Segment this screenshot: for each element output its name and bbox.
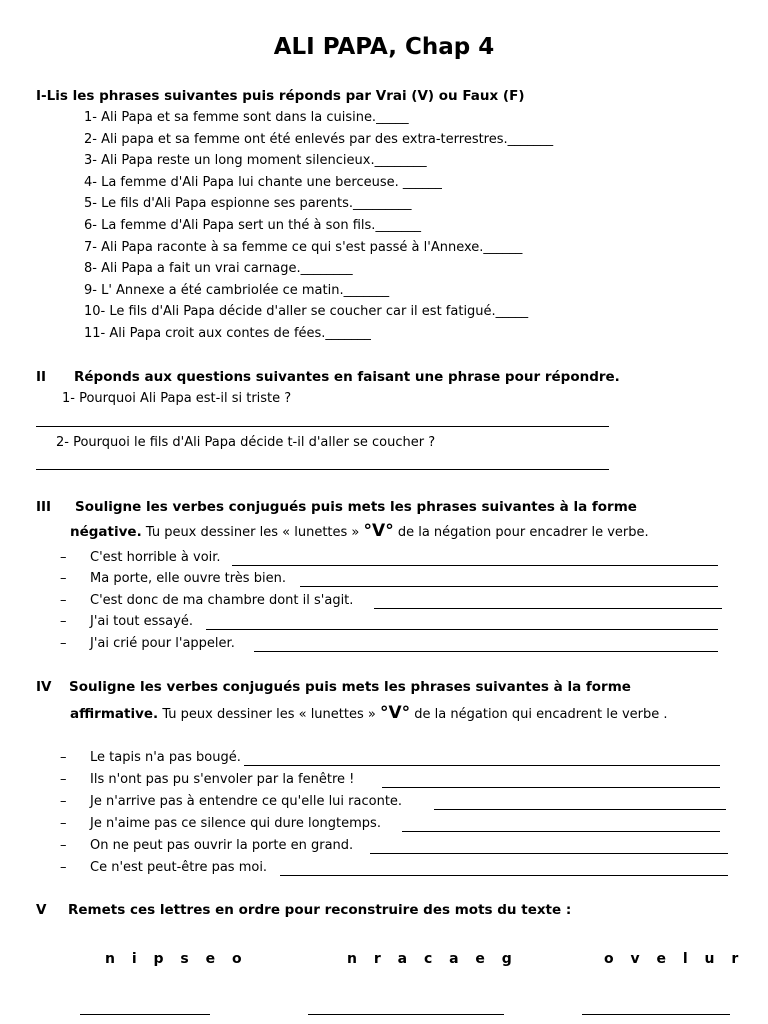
section-4-heading-line-1: Souligne les verbes conjugués puis mets les phrases suivantes à la forme bbox=[69, 679, 631, 695]
s4-instruction-b: de la négation qui encadrent le verbe . bbox=[414, 707, 668, 722]
s3-answer-line-3[interactable] bbox=[374, 608, 722, 609]
bullet: – bbox=[60, 838, 67, 853]
bullet: – bbox=[60, 794, 67, 809]
s3-item-2: – Ma porte, elle ouvre très bien. bbox=[60, 571, 286, 586]
s1-item-8: 8- Ali Papa a fait un vrai carnage.________ bbox=[84, 261, 353, 276]
s1-item-9: 9- L' Annexe a été cambriolée ce matin._______ bbox=[84, 283, 390, 298]
s3-glasses-symbol: °V° bbox=[363, 521, 394, 541]
word-answer-line-1[interactable] bbox=[80, 1014, 210, 1015]
s3-item-5: – J'ai crié pour l'appeler. bbox=[60, 636, 235, 651]
s2-answer-line-2[interactable] bbox=[36, 469, 609, 470]
scrambled-word-2: n r a c a e g bbox=[347, 951, 518, 967]
s4-answer-line-5[interactable] bbox=[370, 853, 728, 854]
s4-item-6: – Ce n'est peut-être pas moi. bbox=[60, 860, 268, 875]
bullet: – bbox=[60, 550, 67, 565]
s4-item-3: – Je n'arrive pas à entendre ce qu'elle lui raconte. bbox=[60, 794, 403, 809]
bullet: – bbox=[60, 593, 67, 608]
s1-item-2: 2- Ali papa et sa femme ont été enlevés par des extra-terrestres._______ bbox=[84, 132, 554, 147]
section-1-heading: I-Lis les phrases suivantes puis réponds par Vrai (V) ou Faux (F) bbox=[36, 88, 525, 104]
section-3-number: III bbox=[36, 499, 52, 515]
section-2-heading: Réponds aux questions suivantes en faisant une phrase pour répondre. bbox=[74, 369, 620, 385]
section-5-heading: Remets ces lettres en ordre pour reconstruire des mots du texte : bbox=[68, 902, 572, 918]
page-title: ALI PAPA, Chap 4 bbox=[273, 34, 495, 60]
word-answer-line-2[interactable] bbox=[308, 1014, 504, 1015]
s4-item-1: – Le tapis n'a pas bougé. bbox=[60, 750, 241, 765]
s4-item-4: – Je n'aime pas ce silence qui dure longtemps. bbox=[60, 816, 381, 831]
s1-item-3: 3- Ali Papa reste un long moment silencieux.________ bbox=[84, 153, 427, 168]
bullet: – bbox=[60, 636, 67, 651]
s2-answer-line-1[interactable] bbox=[36, 426, 609, 427]
section-3-heading-line-1: Souligne les verbes conjugués puis mets les phrases suivantes à la forme bbox=[75, 499, 637, 515]
s4-instruction-a: Tu peux dessiner les « lunettes » bbox=[162, 707, 376, 722]
bullet: – bbox=[60, 860, 67, 875]
s3-item-4: – J'ai tout essayé. bbox=[60, 614, 193, 629]
s4-answer-line-6[interactable] bbox=[280, 875, 728, 876]
s2-question-1: 1- Pourquoi Ali Papa est-il si triste ? bbox=[62, 391, 292, 406]
s1-item-10: 10- Le fils d'Ali Papa décide d'aller se coucher car il est fatigué._____ bbox=[84, 304, 529, 319]
s3-item-3: – C'est donc de ma chambre dont il s'agit. bbox=[60, 593, 354, 608]
bullet: – bbox=[60, 750, 67, 765]
word-answer-line-3[interactable] bbox=[582, 1014, 730, 1015]
s3-answer-line-5[interactable] bbox=[254, 651, 718, 652]
bullet: – bbox=[60, 614, 67, 629]
s2-question-2: 2- Pourquoi le fils d'Ali Papa décide t-il d'aller se coucher ? bbox=[56, 435, 436, 450]
bullet: – bbox=[60, 571, 67, 586]
s4-answer-line-4[interactable] bbox=[402, 831, 720, 832]
s3-item-1: – C'est horrible à voir. bbox=[60, 550, 221, 565]
s3-answer-line-1[interactable] bbox=[232, 565, 718, 566]
s1-item-5: 5- Le fils d'Ali Papa espionne ses parents._________ bbox=[84, 196, 412, 211]
section-2-number: II bbox=[36, 369, 47, 385]
section-4-number: IV bbox=[36, 679, 52, 695]
scrambled-word-1: n i p s e o bbox=[105, 951, 248, 967]
s1-item-11: 11- Ali Papa croit aux contes de fées._______ bbox=[84, 326, 371, 341]
s3-answer-line-4[interactable] bbox=[206, 629, 718, 630]
section-3-heading-line-2 bbox=[70, 521, 649, 541]
s3-instruction-b: de la négation pour encadrer le verbe. bbox=[397, 525, 649, 540]
s4-answer-line-2[interactable] bbox=[382, 787, 720, 788]
s4-glasses-symbol: °V° bbox=[379, 703, 411, 723]
section-4-heading-line-2 bbox=[70, 703, 668, 723]
s4-answer-line-1[interactable] bbox=[244, 765, 720, 766]
s1-item-1: 1- Ali Papa et sa femme sont dans la cuisine._____ bbox=[84, 110, 409, 125]
s4-item-2: – Ils n'ont pas pu s'envoler par la fenêtre ! bbox=[60, 772, 355, 787]
s1-item-4: 4- La femme d'Ali Papa lui chante une berceuse. ______ bbox=[84, 175, 442, 190]
s3-instruction-a: Tu peux dessiner les « lunettes » bbox=[145, 525, 360, 540]
s3-answer-line-2[interactable] bbox=[300, 586, 718, 587]
s1-item-6: 6- La femme d'Ali Papa sert un thé à son fils._______ bbox=[84, 218, 421, 233]
bullet: – bbox=[60, 816, 67, 831]
bullet: – bbox=[60, 772, 67, 787]
s4-item-5: – On ne peut pas ouvrir la porte en grand. bbox=[60, 838, 354, 853]
s1-item-7: 7- Ali Papa raconte à sa femme ce qui s'est passé à l'Annexe.______ bbox=[84, 240, 523, 255]
s4-form-label: affirmative. bbox=[70, 706, 159, 722]
s4-answer-line-3[interactable] bbox=[434, 809, 726, 810]
s3-form-label: négative. bbox=[70, 524, 142, 540]
scrambled-word-3: o v e l u r bbox=[604, 951, 745, 967]
section-5-number: V bbox=[36, 902, 47, 918]
